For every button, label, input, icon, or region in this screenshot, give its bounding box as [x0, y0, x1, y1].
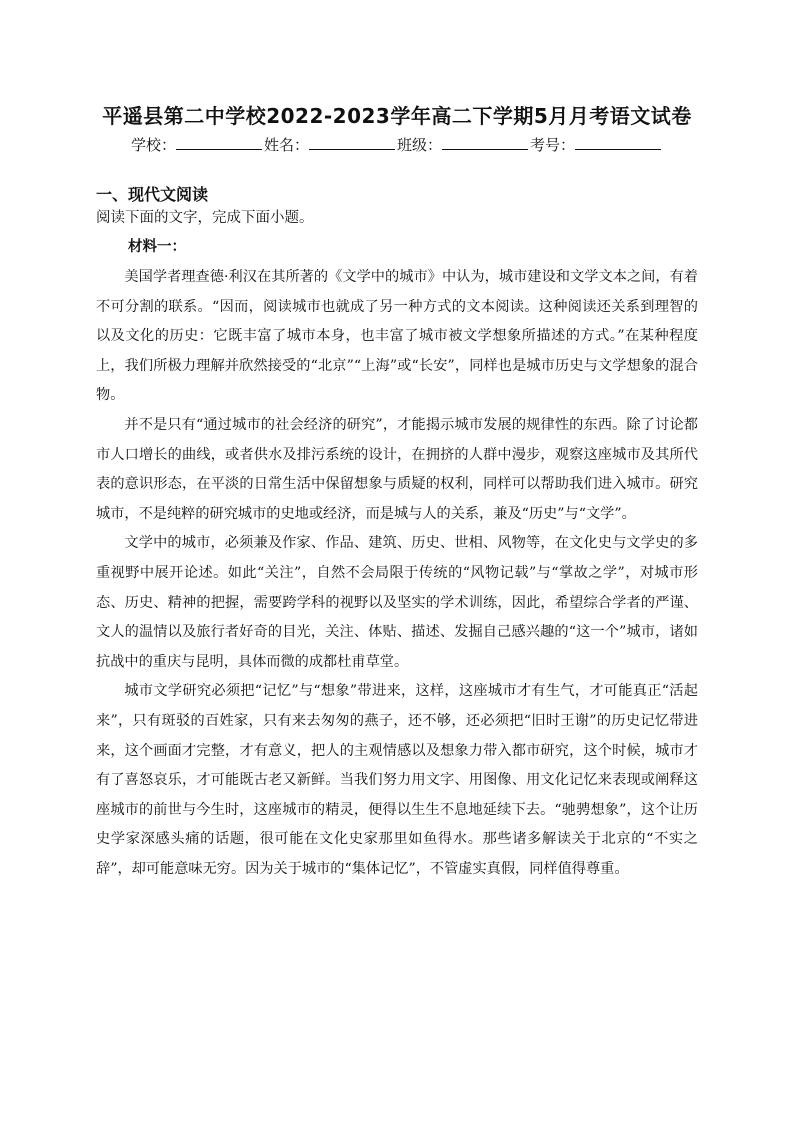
- name-blank[interactable]: [309, 135, 395, 150]
- class-label: 班级：: [397, 136, 443, 154]
- passage-paragraph: 城市文学研究必须把“记忆”与“想象”带进来，这样，这座城市才有生气，才可能真正“活起来”，只有斑驳的百姓家，只有来去匆匆的燕子，还不够，还必须把“旧时王谢”的历史记忆带进来，这个画面才完整，才有意义，把人的主观情感以及想象力带入都市研究，这个时候，城市才有了喜怒哀乐，才可能既古老又新鲜。当我们努力用文字、用图像、用文化记忆来表现或阐释这座城市的前世与今生时，这座城市的精灵，便得以生生不息地延续下去。“驰骋想象”，这个让历史学家深感头痛的话题，很可能在文化史家那里如鱼得水。那些诸多解读关于北京的“不实之辞”，却可能意味无穷。因为关于城市的“集体记忆”，不管虚实真假，同样值得尊重。: [96, 683, 698, 877]
- student-info-line: [0, 134, 794, 155]
- reading-passage: [96, 263, 698, 884]
- name-label: 姓名：: [263, 136, 309, 154]
- exam-title: 平遥县第二中学校2022-2023学年高二下学期5月月考语文试卷: [102, 104, 692, 128]
- passage-paragraph: 文学中的城市，必须兼及作家、作品、建筑、历史、世相、风物等，在文化史与文学史的多重视野中展开论述。如此“关注”，自然不会局限于传统的“风物记载”与“掌故之学”，对城市形态、历史、精神的把握，需要跨学科的视野以及坚实的学术训练，因此，希望综合学者的严谨、文人的温情以及旅行者好奇的目光，关注、体贴、描述、发掘自己感兴趣的“这一个”城市，诸如抗战中的重庆与昆明，具体而微的成都杜甫草堂。: [96, 535, 698, 670]
- number-label: 考号：: [530, 136, 576, 154]
- number-blank[interactable]: [575, 135, 661, 150]
- section-heading: 一、现代文阅读: [96, 185, 209, 204]
- school-label: 学校：: [130, 136, 176, 154]
- passage-paragraph: 并不是只有“通过城市的社会经济的研究”，才能揭示城市发展的规律性的东西。除了讨论都市人口增长的曲线，或者供水及排污系统的设计，在拥挤的人群中漫步，观察这座城市及其所代表的意识形态，在平淡的日常生活中保留想象与质疑的权利，同样可以帮助我们进入城市。研究城市，不是纯粹的研究城市的史地或经济，而是城与人的关系，兼及“历史”与“文学”。: [96, 416, 698, 522]
- passage-paragraph: 美国学者理查德·利汉在其所著的《文学中的城市》中认为，城市建设和文学文本之间，有着不可分割的联系。“因而，阅读城市也就成了另一种方式的文本阅读。这种阅读还关系到理智的以及文化的历史：它既丰富了城市本身，也丰富了城市被文学想象所描述的方式。”在某种程度上，我们所极力理解并欣然接受的“北京”“上海”或“长安”，同样也是城市历史与文学想象的混合物。: [96, 269, 698, 404]
- school-blank[interactable]: [176, 135, 262, 150]
- class-blank[interactable]: [442, 135, 528, 150]
- material-label: 材料一：: [128, 238, 186, 255]
- section-instruction: 阅读下面的文字，完成下面小题。: [96, 210, 314, 226]
